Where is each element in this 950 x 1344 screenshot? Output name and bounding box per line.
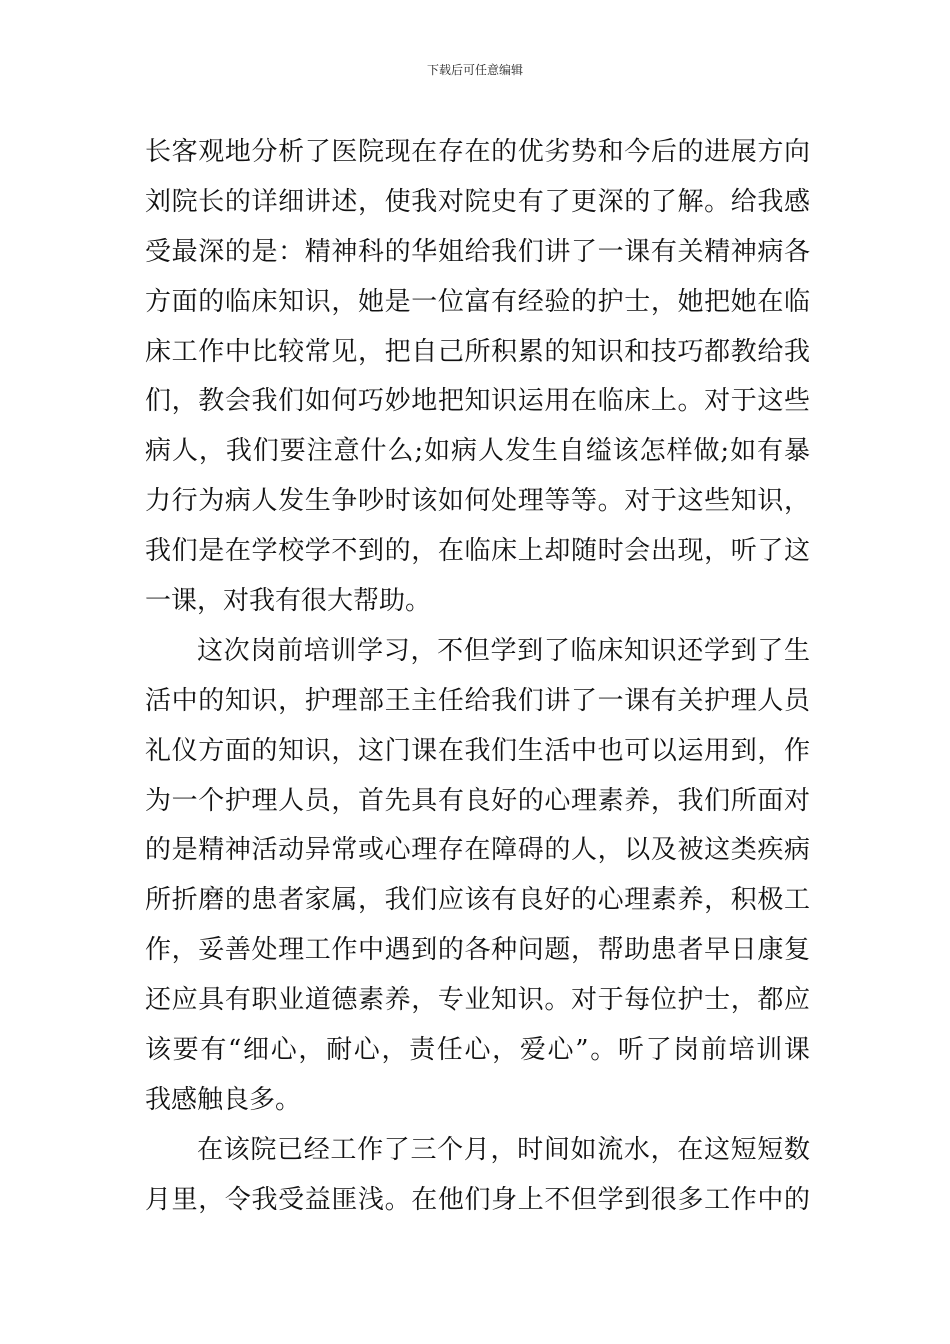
text-line: 活中的知识，护理部王主任给我们讲了一课有关护理人员 xyxy=(145,685,810,716)
text-line: 礼仪方面的知识，这门课在我们生活中也可以运用到，作 xyxy=(145,735,810,766)
text-line: 作，妥善处理工作中遇到的各种问题，帮助患者早日康复 xyxy=(145,935,810,966)
text-line: 这次岗前培训学习，不但学到了临床知识还学到了生 xyxy=(197,635,810,666)
text-line: 为一个护理人员，首先具有良好的心理素养，我们所面对 xyxy=(145,785,810,816)
text-line: 受最深的是：精神科的华姐给我们讲了一课有关精神病各 xyxy=(145,236,810,267)
text-line: 在该院已经工作了三个月，时间如流水，在这短短数 xyxy=(197,1134,810,1165)
text-line: 所折磨的患者家属，我们应该有良好的心理素养，积极工 xyxy=(145,885,810,916)
text-line: 还应具有职业道德素养，专业知识。对于每位护士，都应 xyxy=(145,985,810,1016)
text-line: 们，教会我们如何巧妙地把知识运用在临床上。对于这些 xyxy=(145,386,810,417)
text-line: 力行为病人发生争吵时该如何处理等等。对于这些知识， xyxy=(145,486,810,517)
text-line: 刘院长的详细讲述，使我对院史有了更深的了解。给我感 xyxy=(145,186,810,217)
text-line: 的是精神活动异常或心理存在障碍的人，以及被这类疾病 xyxy=(145,835,810,866)
text-line: 该要有“细心，耐心，责任心，爱心”。听了岗前培训课 xyxy=(145,1035,810,1066)
text-line: 一课，对我有很大帮助。 xyxy=(145,586,432,617)
text-line: 方面的临床知识，她是一位富有经验的护士，她把她在临 xyxy=(145,286,810,317)
text-line: 长客观地分析了医院现在存在的优劣势和今后的进展方向 xyxy=(145,137,810,167)
text-line: 床工作中比较常见，把自己所积累的知识和技巧都教给我 xyxy=(145,336,810,367)
text-line: 月里，令我受益匪浅。在他们身上不但学到很多工作中的 xyxy=(145,1184,810,1215)
page-header: 下载后可任意编辑 xyxy=(426,63,523,77)
text-line: 我们是在学校学不到的，在临床上却随时会出现，听了这 xyxy=(145,536,810,567)
text-line: 我感触良多。 xyxy=(145,1084,302,1115)
body-text xyxy=(145,128,810,1226)
text-line: 病人，我们要注意什么;如病人发生自缢该怎样做;如有暴 xyxy=(145,436,810,467)
